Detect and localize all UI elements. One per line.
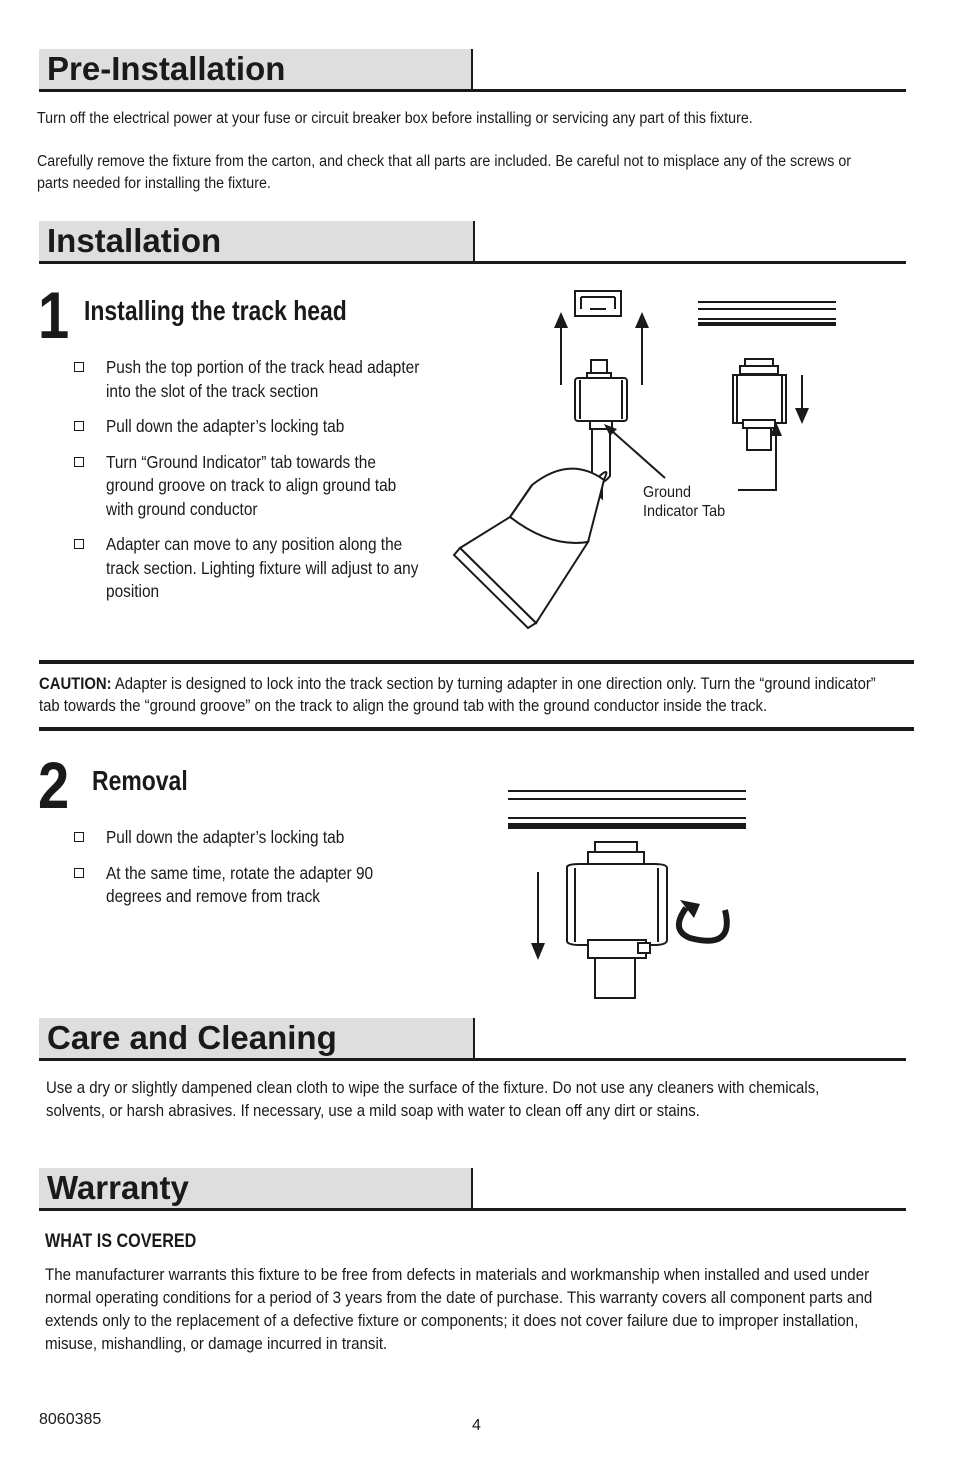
what-is-covered-heading: WHAT IS COVERED (45, 1231, 197, 1252)
step-2-number: 2 (38, 748, 68, 822)
down-arrow-icon (531, 943, 545, 960)
step-1-heading: Installing the track head (84, 295, 347, 326)
list-item: Turn “Ground Indicator” tab towards the ground groove on track to align ground tab with ground conductor (74, 451, 466, 522)
pre-installation-paragraph-1: Turn off the electrical power at your fuse or circuit breaker box before installing or servicing any part of this fixture. (37, 110, 753, 127)
document-code: 8060385 (39, 1411, 102, 1428)
checkbox-square-icon (74, 539, 84, 549)
ground-indicator-label: Ground Indicator Tab (643, 484, 726, 520)
section-title: Warranty (47, 1169, 189, 1206)
caution-note (39, 673, 876, 717)
section-band (39, 1018, 475, 1058)
step-2-bullet-list (74, 826, 466, 921)
step-2-heading: Removal (92, 765, 188, 796)
warranty-paragraph: The manufacturer warrants this fixture to be free from defects in materials and workmanship when installed and used under normal operating conditions for a period of 3 years from the date of purchase. This warranty covers all component parts and extends only to the replacement of a defective fixture or components; it does not cover failure due to improper installation, misuse, mishandling, or damage incurred in transit. (45, 1265, 873, 1353)
list-item: Pull down the adapter’s locking tab (74, 826, 466, 850)
caution-label: CAUTION: (39, 675, 112, 693)
care-paragraph: Use a dry or slightly dampened clean cloth to wipe the surface of the fixture. Do not use any cleaners with chemicals, solvents, or harsh abrasives. If necessary, use a mild soap with water to clean off any dirt or stains. (46, 1078, 820, 1120)
track-head-installation-figure (440, 280, 860, 640)
caution-top-rule (39, 660, 914, 664)
section-band (39, 1168, 473, 1208)
pre-installation-header (39, 49, 906, 92)
pre-installation-paragraph-2: Carefully remove the fixture from the carton, and check that all parts are included. Be careful not to misplace any of the screws or parts needed for installing the fixture. (37, 153, 852, 192)
care-header (39, 1018, 906, 1061)
checkbox-square-icon (74, 832, 84, 842)
page-number: 4 (472, 1417, 481, 1434)
checkbox-square-icon (74, 421, 84, 431)
down-arrow-icon (795, 408, 809, 424)
installation-header (39, 221, 906, 264)
caution-bottom-rule (39, 727, 914, 731)
checkbox-square-icon (74, 457, 84, 467)
checkbox-square-icon (74, 868, 84, 878)
section-band (39, 221, 475, 261)
up-arrow-icon (635, 312, 649, 328)
caution-text: Adapter is designed to lock into the track section by turning adapter in one direction only. Turn the “ground indicator” tab towards the “ground groove” on the track to align the ground tab with the ground conductor inside the track. (39, 675, 876, 715)
list-item: Push the top portion of the track head adapter into the slot of the track section (74, 356, 466, 403)
rotate-arrow-icon (679, 908, 727, 941)
warranty-header (39, 1168, 906, 1211)
step-1-bullet-list (74, 356, 466, 616)
list-item: Adapter can move to any position along the track section. Lighting fixture will adjust to any position (74, 533, 466, 604)
section-title: Pre-Installation (47, 50, 286, 87)
list-item: Pull down the adapter’s locking tab (74, 415, 466, 439)
section-band (39, 49, 473, 89)
list-item: At the same time, rotate the adapter 90 degrees and remove from track (74, 862, 466, 909)
checkbox-square-icon (74, 362, 84, 372)
up-arrow-icon (554, 312, 568, 328)
section-title: Installation (47, 222, 222, 259)
removal-figure (500, 780, 780, 1005)
step-1-number: 1 (38, 278, 68, 352)
section-title: Care and Cleaning (47, 1019, 337, 1056)
